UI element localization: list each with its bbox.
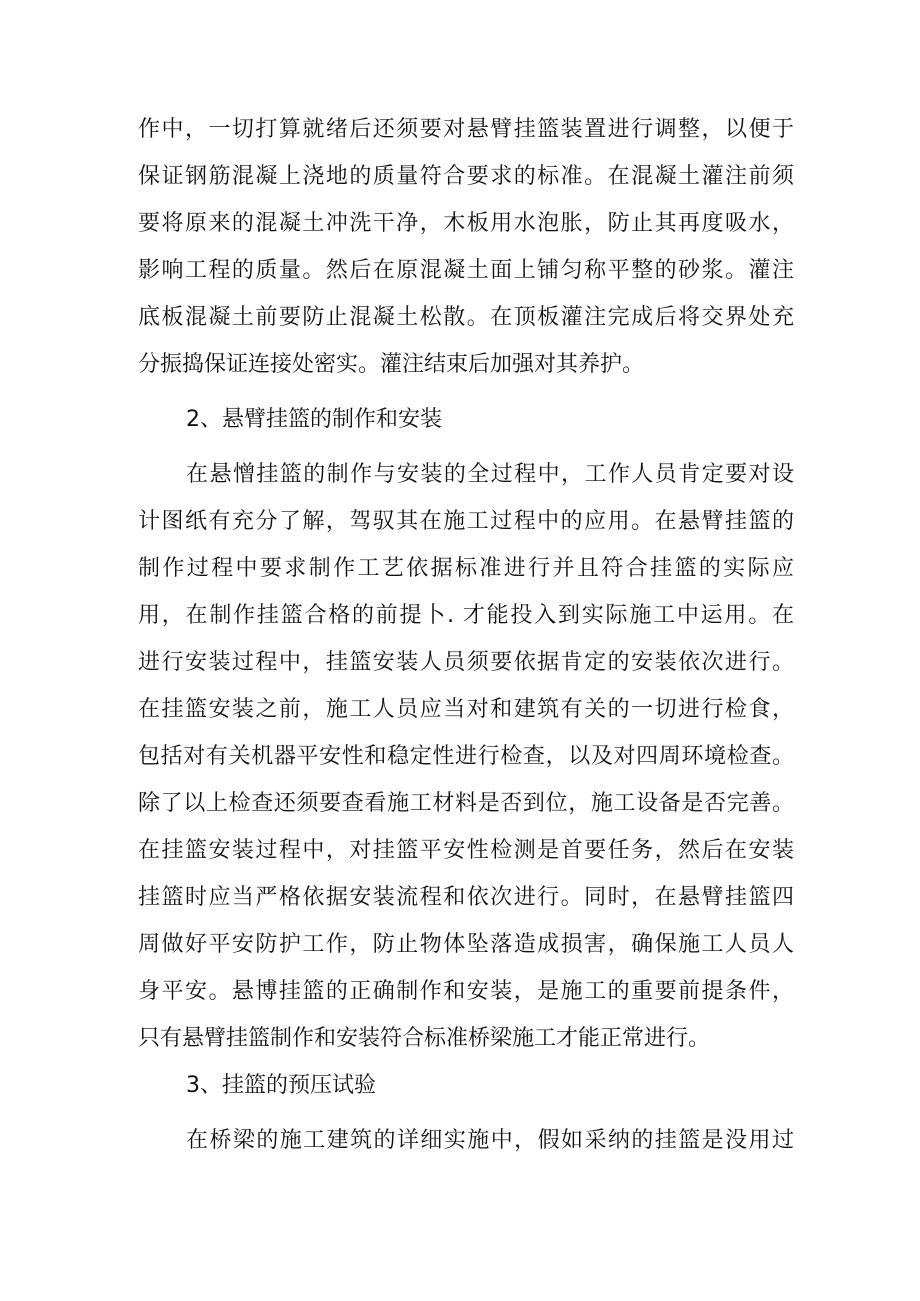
text-line: 底板混凝土前要防止混凝土松散。在顶板灌注完成后将交界处充 xyxy=(138,305,794,330)
section-heading-2: 2、悬臂挂篮的制作和安装 xyxy=(186,407,442,432)
text-line: 进行安装过程中，挂篮安装人员须要依据肯定的安装依次进行。 xyxy=(138,650,794,675)
text-line: 制作过程中要求制作工艺依据标准进行并且符合挂篮的实际应 xyxy=(138,556,794,581)
text-line: 在桥梁的施工建筑的详细实施中，假如采纳的挂篮是没用过 xyxy=(186,1128,794,1153)
section-heading-3: 3、挂篮的预压试验 xyxy=(186,1073,376,1098)
text-line: 只有悬臂挂篮制作和安装符合标准桥梁施工才能正常进行。 xyxy=(138,1026,711,1051)
text-line: 身平安。悬博挂篮的正确制作和安装，是施工的重要前提条件， xyxy=(138,979,794,1004)
text-line: 周做好平安防护工作，防止物体坠落造成损害，确保施工人员人 xyxy=(138,932,794,957)
text-line: 影响工程的质量。然后在原混凝土面上铺匀称平整的砂浆。灌注 xyxy=(138,258,794,283)
text-line: 挂篮时应当严格依据安装流程和依次进行。同时，在悬臂挂篮四 xyxy=(138,885,794,910)
text-line: 包括对有关机器平安性和稳定性进行检查，以及对四周环境检查。 xyxy=(138,744,794,769)
paragraph-continued xyxy=(138,106,794,388)
text-line: 除了以上检查还须要查看施工材料是否到位，施工设备是否完善。 xyxy=(138,791,794,816)
text-line: 用，在制作挂篮合格的前提卜. 才能投入到实际施工中运用。在 xyxy=(138,603,794,628)
text-line: 在挂篮安装过程中，对挂篮平安性检测是首要任务，然后在安装 xyxy=(138,838,794,863)
paragraph-fabrication-installation xyxy=(138,451,794,1062)
text-line: 在挂篮安装之前，施工人员应当对和建筑有关的一切进行检食， xyxy=(138,697,794,722)
text-line: 作中，一切打算就绪后还须要对悬臂挂篮装置进行调整，以便于 xyxy=(138,117,794,142)
paragraph-gap xyxy=(138,388,794,396)
paragraph-preload-test xyxy=(138,1117,794,1164)
document-body xyxy=(138,106,794,1164)
text-line: 分振捣保证连接处密实。灌注结束后加强对其养护。 xyxy=(138,352,645,377)
paragraph-gap xyxy=(138,1109,794,1117)
text-line: 计图纸有充分了解，驾驭其在施工过程中的应用。在悬臂挂篮的 xyxy=(138,509,794,534)
text-line: 要将原来的混凝土冲洗干净，木板用水泡胀，防止其再度吸水， xyxy=(138,211,794,236)
paragraph-gap xyxy=(138,443,794,451)
text-line: 保证钢筋混凝上浇地的质量符合要求的标准。在混凝土灌注前须 xyxy=(138,164,794,189)
text-line: 在悬憎挂篮的制作与安装的全过程中，工作人员肯定要对设 xyxy=(186,462,794,487)
